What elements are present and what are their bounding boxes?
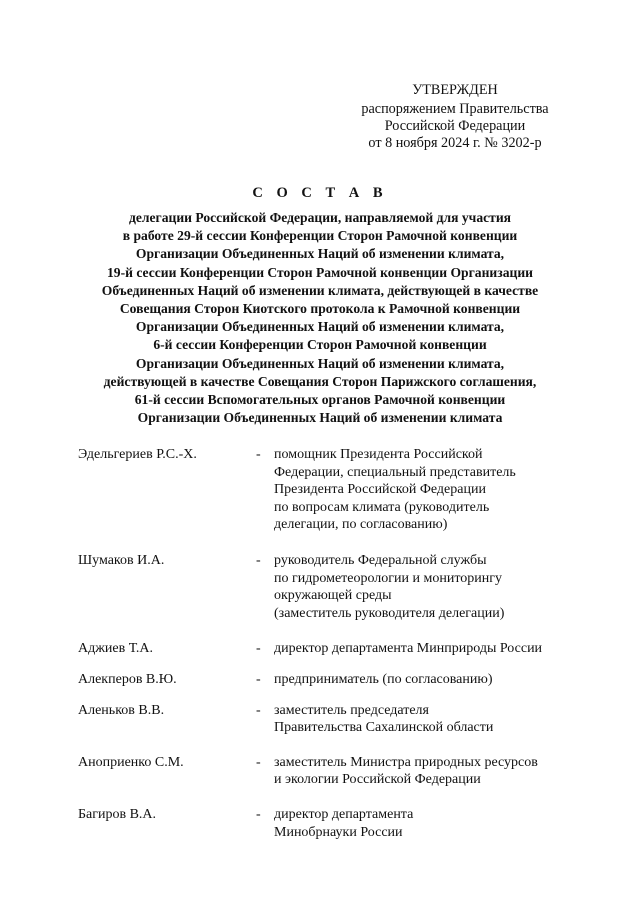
subtitle-line: Совещания Сторон Киотского протокола к Рамочной конвенции [119,301,521,317]
delegation-member-list [78,446,598,841]
member-role-line: по гидрометеорологии и мониторингу [274,570,503,586]
delegation-member [78,446,598,534]
member-name: Эдельгериев Р.С.-Х. [78,447,197,462]
subtitle-line: Организации Объединенных Наций об изменении климата, [135,355,505,371]
member-dash: - [256,806,261,822]
approval-line: Российской Федерации [384,118,526,134]
approval-title: УТВЕРЖДЕН [412,82,498,98]
member-name: Багиров В.А. [78,806,157,822]
subtitle-line: Организации Объединенных Наций об изменении климата [137,410,503,426]
member-role-line: заместитель Министра природных ресурсов [274,754,538,770]
member-name: Аноприенко С.М. [78,754,184,770]
member-role [274,754,598,789]
member-role [274,640,598,658]
delegation-member [78,640,598,658]
member-role-line: помощник Президента Российской [274,447,483,462]
member-role-line: Президента Российской Федерации [274,482,486,498]
member-role-line: предприниматель (по согласованию) [274,671,493,687]
member-dash: - [256,447,261,462]
subtitle-line: 6-й сессии Конференции Сторон Рамочной конвенции [153,337,487,353]
delegation-member [78,552,598,622]
subtitle-line: в работе 29-й сессии Конференции Сторон Рамочной конвенции [122,228,518,244]
member-role [274,671,598,689]
delegation-member [78,671,598,689]
member-dash: - [256,754,261,770]
delegation-member [78,702,598,737]
member-role-line: окружающей среды [274,588,392,604]
member-role-line: по вопросам климата (руководитель [274,499,490,515]
subtitle-line: Объединенных Наций об изменении климата, действующей в качестве [101,282,539,298]
document-title: С О С Т А В [252,185,388,201]
member-dash: - [256,552,261,568]
member-role-line: Правительства Сахалинской области [274,720,494,736]
member-role [274,552,598,622]
member-role-line: Минобрнауки России [274,824,403,840]
approval-line: распоряжением Правительства [361,101,549,117]
subtitle-line: Организации Объединенных Наций об изменении климата, [135,246,505,262]
approval-stamp [350,82,560,152]
document-subtitle [60,209,580,427]
subtitle-line: Организации Объединенных Наций об изменении климата, [135,319,505,335]
member-role [274,446,598,534]
member-role-line: руководитель Федеральной службы [274,552,487,568]
member-role-line: делегации, по согласованию) [274,517,448,533]
member-dash: - [256,641,261,657]
delegation-member [78,806,598,841]
member-name: Шумаков И.А. [78,552,165,568]
delegation-member [78,754,598,789]
member-role-line: заместитель председателя [274,702,429,718]
member-role-line: (заместитель руководителя делегации) [274,605,505,621]
member-dash: - [256,702,261,718]
member-role-line: директор департамента Минприроды России [274,641,543,657]
subtitle-line: делегации Российской Федерации, направляемой для участия [128,210,512,225]
member-name: Алекперов В.Ю. [78,671,177,687]
member-role-line: и экологии Российской Федерации [274,772,481,788]
member-role [274,702,598,737]
subtitle-line: 19-й сессии Конференции Сторон Рамочной конвенции Организации [106,264,534,280]
member-role-line: директор департамента [274,806,414,822]
member-role [274,806,598,841]
member-name: Аленьков В.В. [78,702,165,718]
subtitle-line: 61-й сессии Вспомогательных органов Рамочной конвенции [134,392,506,408]
subtitle-line: действующей в качестве Совещания Сторон Парижского соглашения, [103,373,537,389]
member-role-line: Федерации, специальный представитель [274,464,516,480]
member-dash: - [256,671,261,687]
approval-line: от 8 ноября 2024 г. № 3202-р [368,135,542,151]
member-name: Аджиев Т.А. [78,641,153,657]
